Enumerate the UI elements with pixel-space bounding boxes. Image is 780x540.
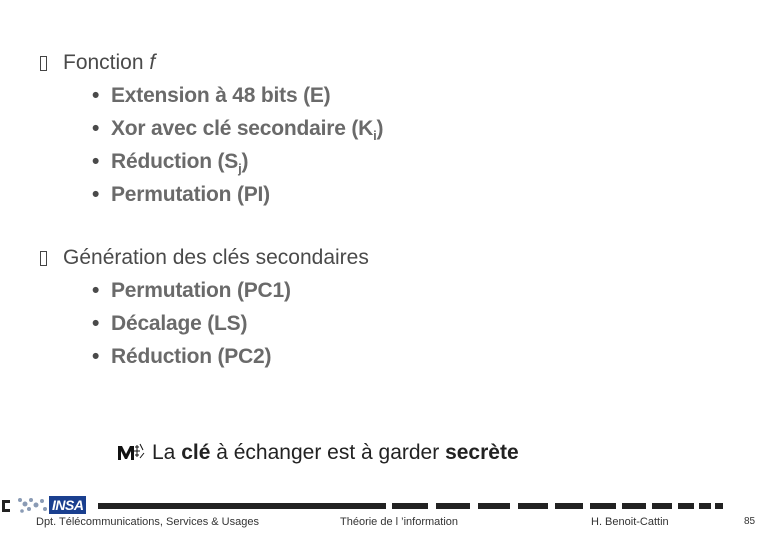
- footer-decoration: [0, 496, 780, 516]
- footer-course: Théorie de l ’information: [340, 516, 459, 528]
- note-bold-secret: secrète: [445, 441, 519, 464]
- list-item: [92, 84, 331, 108]
- list-item-text: Permutation (PI): [111, 183, 270, 206]
- list-item-text: Permutation (PC1): [111, 279, 291, 302]
- note-bold-key: clé: [181, 441, 211, 464]
- list-item: [92, 312, 248, 336]
- section-title-fonction: [63, 51, 155, 75]
- section-marker-icon: [40, 251, 47, 266]
- insa-logo: [49, 496, 86, 514]
- list-item: [92, 279, 291, 303]
- list-item: [92, 150, 249, 176]
- section-title-prefix: Fonction: [63, 51, 150, 74]
- list-item-suffix: ): [376, 117, 384, 140]
- list-item: [92, 117, 384, 143]
- list-item-suffix: ): [241, 150, 249, 173]
- subscript: j: [238, 161, 242, 176]
- bullet-icon: •: [92, 117, 100, 140]
- footer-author: H. Benoit-Cattin: [591, 516, 669, 528]
- insa-logo-text: INSA: [52, 497, 84, 513]
- footer-department: Dpt. Télécommunications, Services & Usages: [36, 516, 259, 528]
- note-text-1: La: [152, 441, 182, 464]
- key-secrecy-note: [116, 441, 519, 468]
- list-item-text: Extension à 48 bits (E): [111, 84, 331, 107]
- page-number: 85: [744, 516, 756, 527]
- bullet-icon: •: [92, 312, 100, 335]
- list-item-text: Xor avec clé secondaire (K: [111, 117, 374, 140]
- insa-logo-dots: [18, 498, 47, 513]
- bullet-icon: •: [92, 183, 100, 206]
- bullet-icon: •: [92, 345, 100, 368]
- bullet-icon: •: [92, 84, 100, 107]
- list-item-text: Décalage (LS): [111, 312, 248, 335]
- note-text-2: à échanger est à garder: [210, 441, 446, 464]
- bullet-icon: •: [92, 150, 100, 173]
- section-marker-icon: [40, 56, 47, 71]
- hand-pointer-icon: [116, 442, 146, 468]
- list-item: [92, 345, 272, 369]
- subscript: i: [373, 128, 377, 143]
- bullet-icon: •: [92, 279, 100, 302]
- section-title-generation: Génération des clés secondaires: [63, 246, 369, 269]
- section-title-function-symbol: f: [149, 51, 156, 74]
- list-item: [92, 183, 270, 207]
- list-item-text: Réduction (PC2): [111, 345, 272, 368]
- list-item-text: Réduction (S: [111, 150, 239, 173]
